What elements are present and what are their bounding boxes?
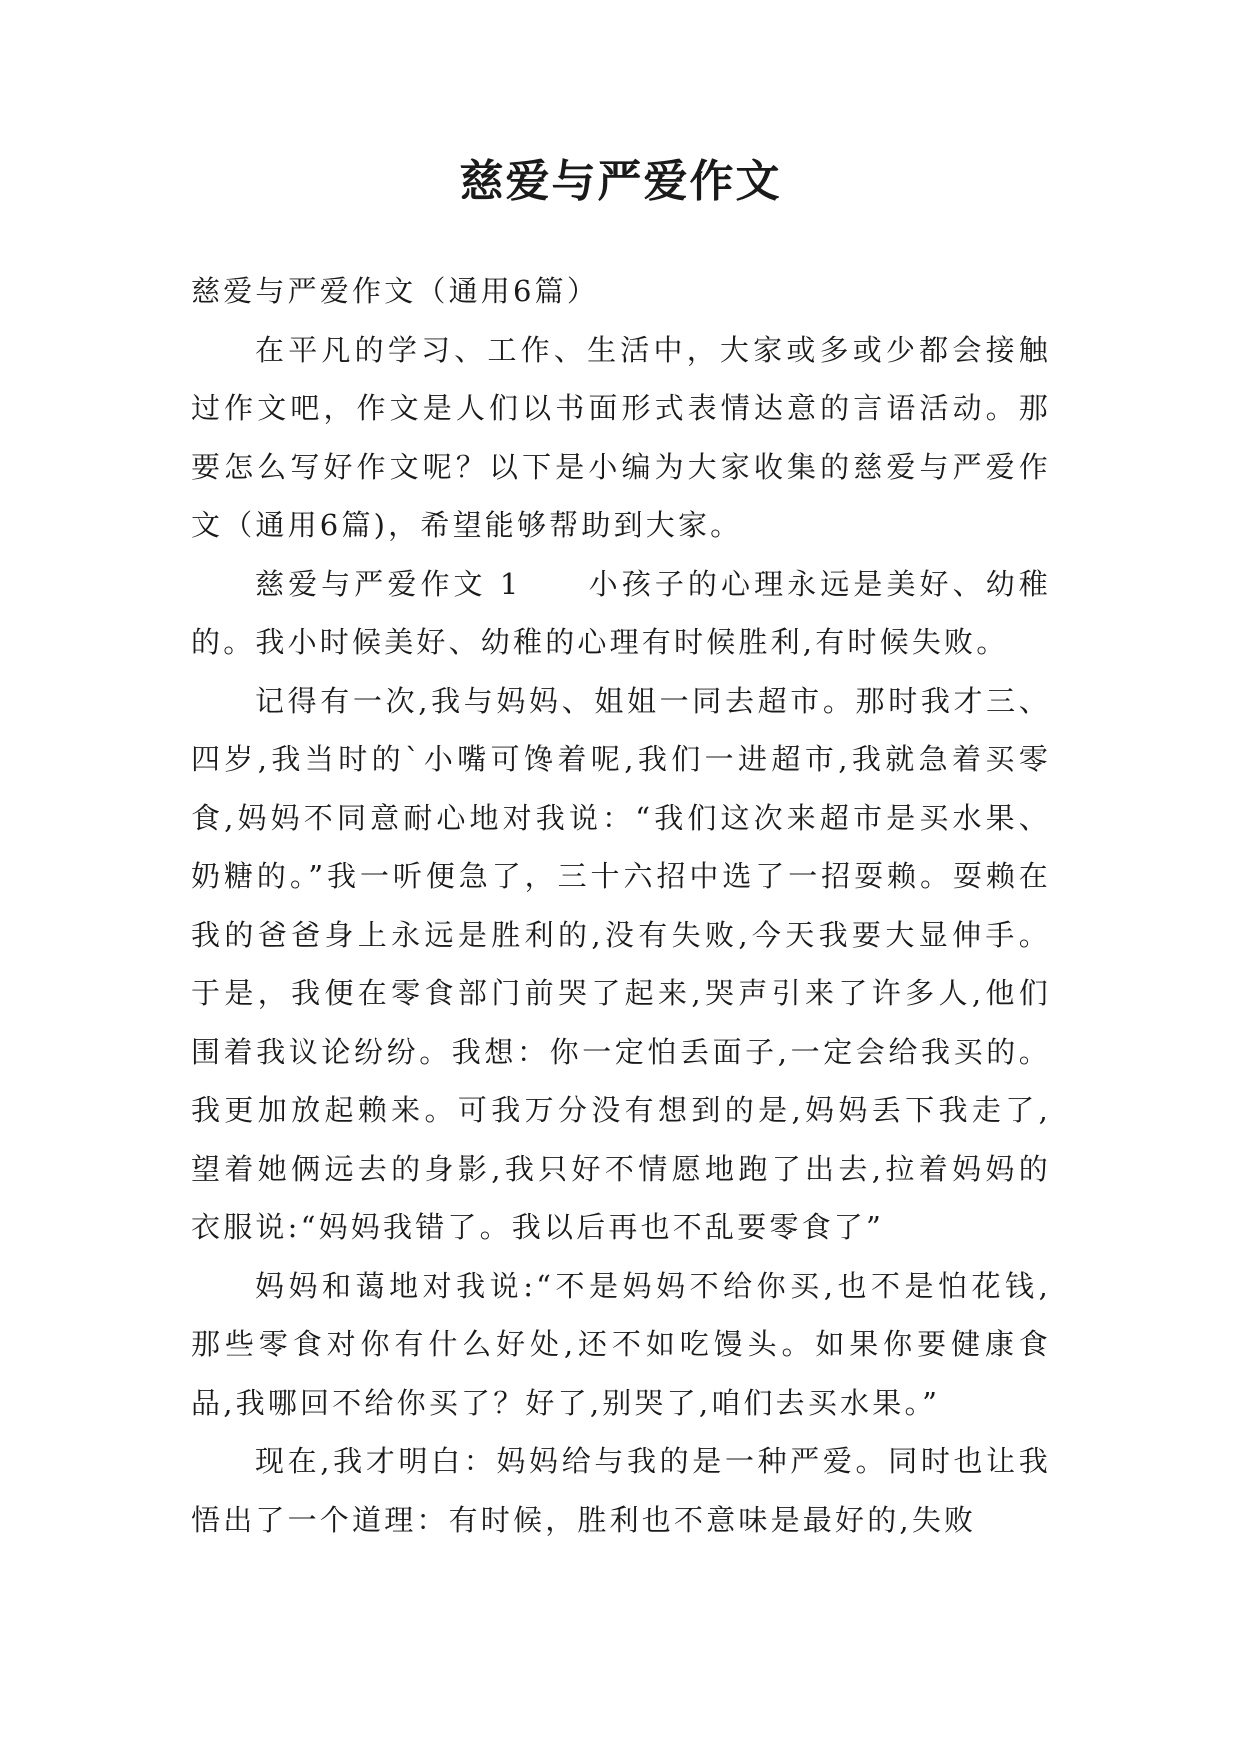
paragraph-essay-1-opening: 慈爱与严爱作文 1 小孩子的心理永远是美好、幼稚的。我小时候美好、幼稚的心理有时候胜利,有时候失败。 bbox=[191, 566, 1051, 659]
document-subtitle: 慈爱与严爱作文（通用6篇） bbox=[191, 274, 600, 308]
document-title: 慈爱与严爱作文 bbox=[459, 156, 782, 207]
paragraph-mother-reply: 妈妈和蔼地对我说:“不是妈妈不给你买,也不是怕花钱,那些零食对你有什么好处,还不如吃馒头。如果你要健康食品,我哪回不给你买了？好了,别哭了,咱们去买水果。” bbox=[191, 1268, 1051, 1420]
paragraph-reflection: 现在,我才明白：妈妈给与我的是一种严爱。同时也让我悟出了一个道理：有时候，胜利也不意味是最好的,失败 bbox=[191, 1444, 1051, 1537]
paragraph-supermarket-story: 记得有一次,我与妈妈、姐姐一同去超市。那时我才三、四岁,我当时的`小嘴可馋着呢,我们一进超市,我就急着买零食,妈妈不同意耐心地对我说：“我们这次来超市是买水果、奶糖的。”我一听便急了，三十六招中选了一招耍赖。耍赖在我的爸爸身上永远是胜利的,没有失败,今天我要大显伸手。于是，我便在零食部门前哭了起来,哭声引来了许多人,他们围着我议论纷纷。我想：你一定怕丢面子,一定会给我买的。我更加放起赖来。可我万分没有想到的是,妈妈丢下我走了,望着她俩远去的身影,我只好不情愿地跑了出去,拉着妈妈的衣服说:“妈妈我错了。我以后再也不乱要零食了” bbox=[191, 683, 1051, 1244]
paragraph-intro: 在平凡的学习、工作、生活中，大家或多或少都会接触过作文吧，作文是人们以书面形式表情达意的言语活动。那要怎么写好作文呢？以下是小编为大家收集的慈爱与严爱作文（通用6篇)，希望能够帮助到大家。 bbox=[191, 332, 1051, 542]
document-body bbox=[191, 262, 1051, 1549]
